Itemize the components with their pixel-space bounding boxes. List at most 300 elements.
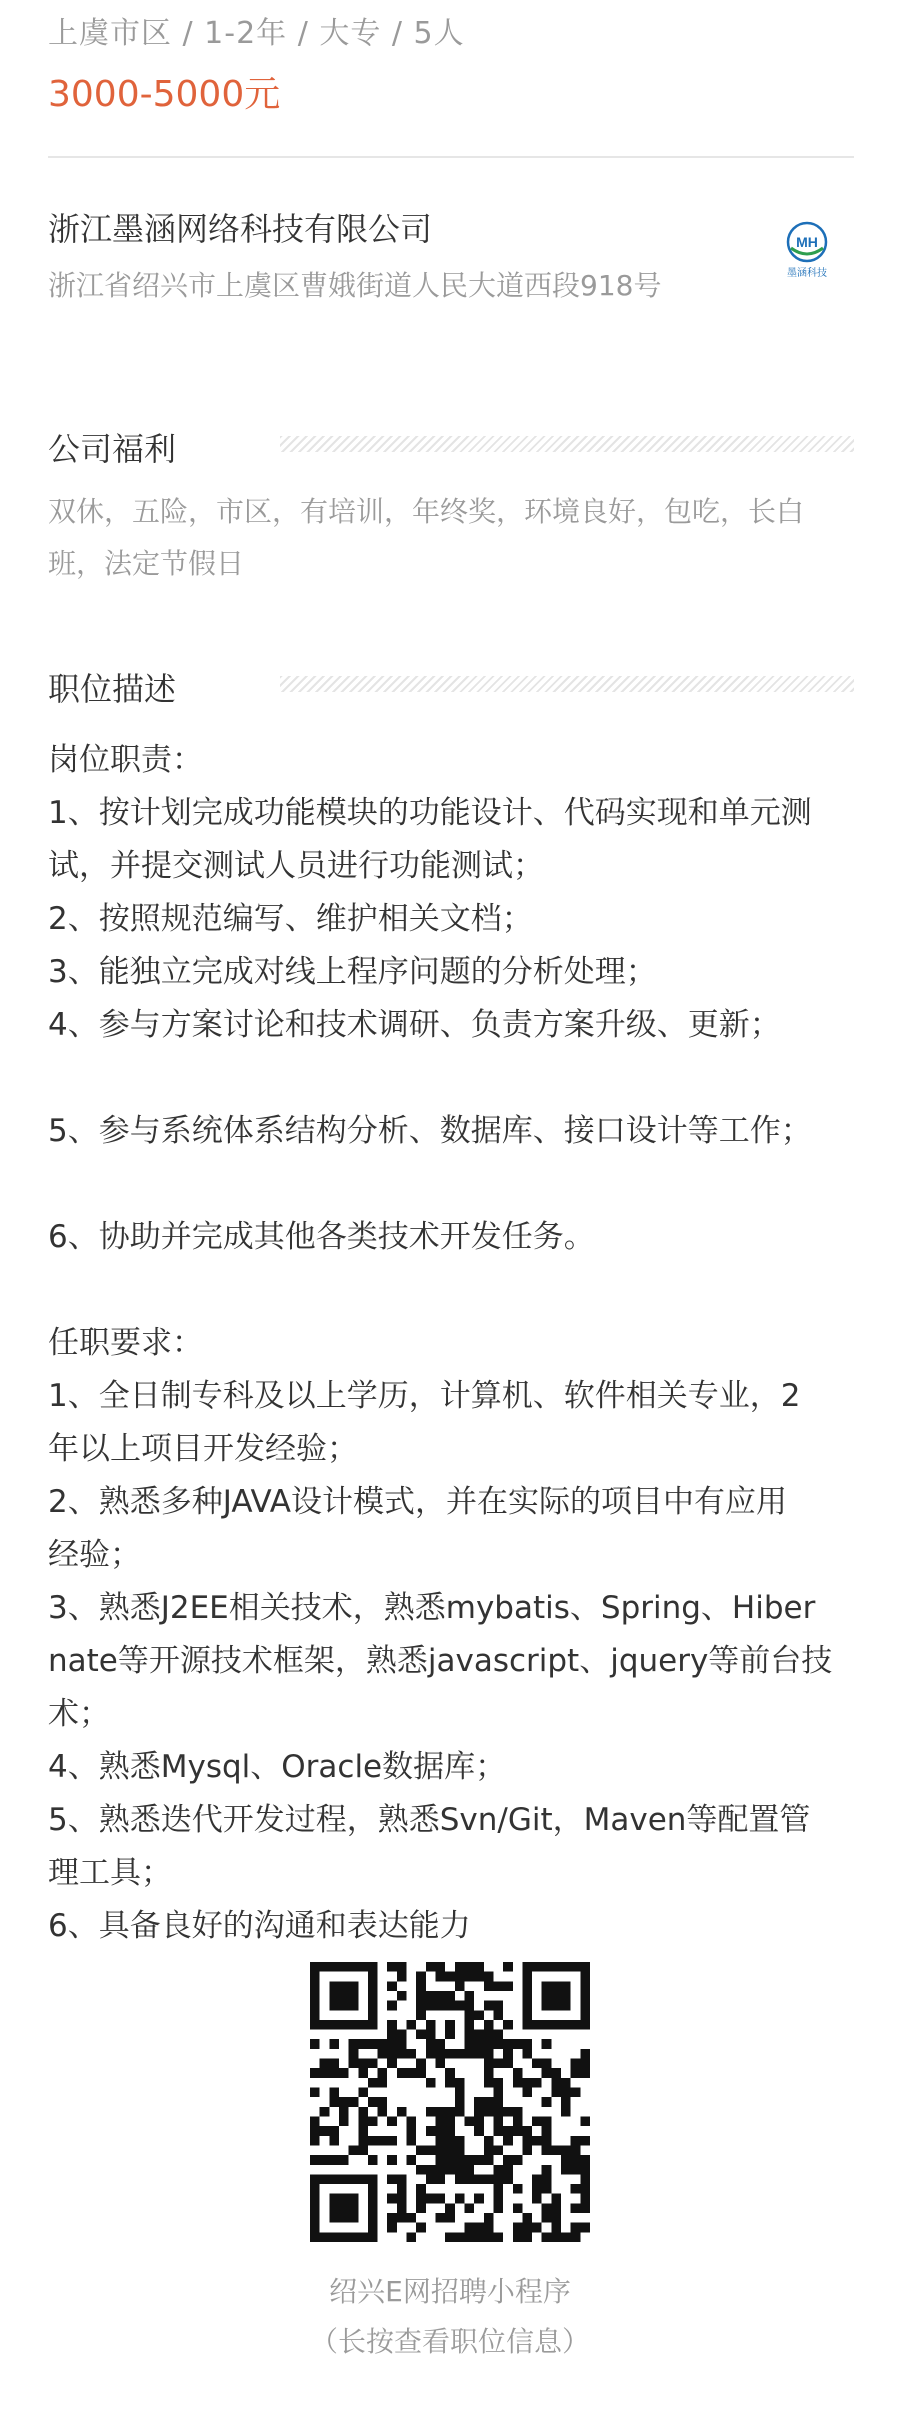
- qr-module: [542, 2068, 552, 2078]
- qr-module: [513, 2107, 523, 2117]
- qr-module: [474, 2010, 484, 2020]
- qr-module: [474, 2107, 484, 2117]
- qr-module: [436, 1962, 446, 1972]
- qr-module: [436, 1991, 446, 2001]
- qr-module: [310, 2126, 320, 2136]
- qr-module: [368, 2001, 378, 2011]
- qr-module: [474, 2030, 484, 2040]
- qr-module: [484, 1981, 494, 1991]
- qr-module: [416, 2203, 426, 2213]
- qr-module: [464, 1991, 474, 2001]
- qr-module: [378, 2039, 388, 2049]
- qr-module: [513, 2068, 523, 2078]
- description-line: 年以上项目开发经验；: [48, 1431, 358, 1467]
- qr-module: [493, 2039, 503, 2049]
- qr-module: [339, 2213, 349, 2223]
- qr-module: [561, 1981, 571, 1991]
- qr-module: [493, 2059, 503, 2069]
- qr-module: [551, 1981, 561, 1991]
- qr-module: [571, 2232, 581, 2242]
- qr-module: [387, 2155, 397, 2165]
- qr-module: [580, 1972, 590, 1982]
- qr-module: [484, 2097, 494, 2107]
- qr-module: [329, 2155, 339, 2165]
- qr-module: [368, 2155, 378, 2165]
- qr-module: [310, 1972, 320, 1982]
- qr-module: [436, 2174, 446, 2184]
- qr-module: [358, 2136, 368, 2146]
- qr-module: [522, 1972, 532, 1982]
- company-logo[interactable]: [782, 220, 832, 280]
- qr-module: [580, 1981, 590, 1991]
- qr-module: [513, 2184, 523, 2194]
- qr-module: [571, 2203, 581, 2213]
- qr-module: [561, 2232, 571, 2242]
- qr-module: [339, 2107, 349, 2117]
- qr-module: [493, 2194, 503, 2204]
- description-line: 3、能独立完成对线上程序问题的分析处理；: [48, 954, 657, 990]
- qr-module: [368, 2010, 378, 2020]
- qr-module: [426, 2001, 436, 2011]
- qr-module: [571, 2165, 581, 2175]
- qr-module: [339, 1991, 349, 2001]
- qr-module: [522, 2049, 532, 2059]
- description-line: 4、参与方案讨论和技术调研、负责方案升级、更新；: [48, 1007, 781, 1043]
- qr-module: [426, 2030, 436, 2040]
- qr-module: [349, 2097, 359, 2107]
- qr-module: [436, 2165, 446, 2175]
- qr-module: [522, 2145, 532, 2155]
- qr-module: [484, 2174, 494, 2184]
- qr-module: [561, 2078, 571, 2088]
- qr-module: [493, 2203, 503, 2213]
- qr-module: [358, 2145, 368, 2155]
- qr-module: [571, 2184, 581, 2194]
- qr-module: [522, 2232, 532, 2242]
- qr-module: [513, 2126, 523, 2136]
- qr-module: [436, 2107, 446, 2117]
- qr-module: [368, 2194, 378, 2204]
- qr-caption: 绍兴E网招聘小程序: [329, 2275, 571, 2308]
- qr-module: [310, 2039, 320, 2049]
- qr-module: [455, 2001, 465, 2011]
- qr-module: [358, 2116, 368, 2126]
- qr-module: [358, 2059, 368, 2069]
- qr-module: [416, 2001, 426, 2011]
- qr-module: [339, 2116, 349, 2126]
- qr-module: [358, 2107, 368, 2117]
- qr-module: [320, 2020, 330, 2030]
- qr-module: [349, 2001, 359, 2011]
- qr-module: [397, 2174, 407, 2184]
- qr-module: [493, 1981, 503, 1991]
- qr-module: [329, 2232, 339, 2242]
- qr-module: [571, 2059, 581, 2069]
- qr-module: [368, 2097, 378, 2107]
- qr-module: [358, 2039, 368, 2049]
- qr-module: [445, 1991, 455, 2001]
- qr-module: [464, 2203, 474, 2213]
- qr-module: [532, 2194, 542, 2204]
- qr-module: [542, 1962, 552, 1972]
- company-name[interactable]: 浙江墨涵网络科技有限公司: [48, 210, 433, 248]
- qr-module: [474, 2116, 484, 2126]
- qr-module: [407, 2020, 417, 2030]
- qr-module: [580, 2068, 590, 2078]
- qr-module: [397, 2068, 407, 2078]
- qr-module: [551, 2145, 561, 2155]
- qr-module: [522, 2001, 532, 2011]
- qr-module: [464, 2001, 474, 2011]
- qr-module: [561, 2165, 571, 2175]
- qr-module: [455, 2174, 465, 2184]
- qr-module: [493, 2097, 503, 2107]
- qr-module: [571, 2088, 581, 2098]
- qr-module: [455, 2078, 465, 2088]
- qr-module: [445, 1972, 455, 1982]
- qr-module: [416, 1972, 426, 1982]
- qr-module: [580, 2020, 590, 2030]
- qr-module: [426, 2020, 436, 2030]
- qr-module: [426, 1962, 436, 1972]
- qr-module: [310, 2155, 320, 2165]
- qr-module: [503, 2039, 513, 2049]
- qr-module: [416, 2165, 426, 2175]
- qr-module: [387, 2020, 397, 2030]
- qr-module: [464, 2174, 474, 2184]
- qr-module: [464, 2020, 474, 2030]
- qr-module: [387, 2030, 397, 2040]
- job-meta: 上虞市区 / 1-2年 / 大专 / 5人: [48, 16, 465, 51]
- description-line: 试，并提交测试人员进行功能测试；: [48, 848, 544, 884]
- qr-module: [464, 2049, 474, 2059]
- description-line: 经验；: [48, 1537, 141, 1573]
- qr-module: [474, 2174, 484, 2184]
- qr-module: [493, 2145, 503, 2155]
- qr-module: [551, 2078, 561, 2088]
- qr-module: [310, 2174, 320, 2184]
- qr-module: [580, 1962, 590, 1972]
- qr-module: [436, 2155, 446, 2165]
- qr-module: [387, 2174, 397, 2184]
- qr-module: [349, 2174, 359, 2184]
- qr-module: [561, 1962, 571, 1972]
- description-line: 4、熟悉Mysql、Oracle数据库；: [48, 1749, 507, 1785]
- qr-module: [503, 2107, 513, 2117]
- qr-module: [387, 2059, 397, 2069]
- qr-module: [397, 1972, 407, 1982]
- qr-module: [310, 2088, 320, 2098]
- qr-module: [542, 2145, 552, 2155]
- qr-module: [455, 2107, 465, 2117]
- qr-module: [445, 2068, 455, 2078]
- qr-module: [532, 2223, 542, 2233]
- qr-module: [571, 2145, 581, 2155]
- qr-module: [542, 2136, 552, 2146]
- qr-module: [532, 1962, 542, 1972]
- qr-module: [368, 2020, 378, 2030]
- qr-module: [368, 2059, 378, 2069]
- qr-module: [378, 2107, 388, 2117]
- qr-module: [464, 2039, 474, 2049]
- qr-module: [416, 1991, 426, 2001]
- qr-module: [493, 2030, 503, 2040]
- qr-module: [542, 2116, 552, 2126]
- qr-module: [522, 2010, 532, 2020]
- qr-module: [484, 2078, 494, 2088]
- salary-range: 3000-5000元: [48, 74, 281, 115]
- qr-module: [426, 2194, 436, 2204]
- qr-module: [542, 2001, 552, 2011]
- qr-module: [378, 2078, 388, 2088]
- qr-module: [484, 2155, 494, 2165]
- qr-module: [522, 1962, 532, 1972]
- qr-module: [436, 2145, 446, 2155]
- qr-module: [310, 2136, 320, 2146]
- qr-module: [551, 2020, 561, 2030]
- qr-module: [339, 2068, 349, 2078]
- qr-module: [474, 2194, 484, 2204]
- description-line: 理工具；: [48, 1855, 172, 1891]
- qr-module: [445, 2126, 455, 2136]
- qr-module: [416, 2145, 426, 2155]
- qr-module: [580, 2001, 590, 2011]
- qr-module: [368, 2213, 378, 2223]
- qr-module: [522, 2020, 532, 2030]
- qr-module: [320, 2059, 330, 2069]
- qr-module: [387, 2213, 397, 2223]
- qr-module: [542, 2213, 552, 2223]
- qr-module: [493, 2174, 503, 2184]
- qr-module: [320, 2068, 330, 2078]
- qr-module: [329, 2213, 339, 2223]
- qr-module: [513, 2223, 523, 2233]
- qr-module: [542, 2232, 552, 2242]
- qr-module: [426, 2107, 436, 2117]
- description-title: 职位描述: [48, 670, 177, 708]
- qr-module: [358, 2020, 368, 2030]
- qr-module: [339, 2001, 349, 2011]
- qr-module: [580, 2059, 590, 2069]
- qr-module: [358, 2088, 368, 2098]
- qr-module: [387, 2039, 397, 2049]
- qr-code[interactable]: [310, 1962, 590, 2242]
- qr-module: [436, 2194, 446, 2204]
- qr-module: [542, 2020, 552, 2030]
- qr-module: [436, 2049, 446, 2059]
- qr-module: [551, 2088, 561, 2098]
- qr-module: [397, 2030, 407, 2040]
- qr-module: [474, 2223, 484, 2233]
- qr-module: [426, 2145, 436, 2155]
- description-line: 术；: [48, 1696, 110, 1732]
- qr-module: [310, 1991, 320, 2001]
- qr-module: [493, 2232, 503, 2242]
- qr-module: [416, 2010, 426, 2020]
- qr-module: [407, 2049, 417, 2059]
- qr-module: [484, 2030, 494, 2040]
- qr-module: [464, 2010, 474, 2020]
- qr-module: [503, 1962, 513, 1972]
- qr-module: [484, 2059, 494, 2069]
- qr-module: [522, 2223, 532, 2233]
- qr-module: [436, 2213, 446, 2223]
- qr-module: [358, 2232, 368, 2242]
- qr-module: [513, 2155, 523, 2165]
- qr-module: [551, 2213, 561, 2223]
- qr-module: [407, 2116, 417, 2126]
- qr-module: [474, 1962, 484, 1972]
- qr-module: [551, 2203, 561, 2213]
- qr-module: [484, 2213, 494, 2223]
- qr-module: [445, 2116, 455, 2126]
- qr-module: [397, 2203, 407, 2213]
- benefits-title: 公司福利: [48, 430, 177, 468]
- qr-module: [493, 2088, 503, 2098]
- qr-module: [464, 2155, 474, 2165]
- qr-module: [387, 2136, 397, 2146]
- qr-module: [580, 2136, 590, 2146]
- qr-module: [310, 2001, 320, 2011]
- qr-module: [310, 2223, 320, 2233]
- qr-module: [416, 2184, 426, 2194]
- qr-module: [464, 1962, 474, 1972]
- qr-module: [484, 2145, 494, 2155]
- qr-module: [310, 2194, 320, 2204]
- description-line: 2、熟悉多种JAVA设计模式，并在实际的项目中有应用: [48, 1484, 787, 1520]
- qr-module: [426, 2039, 436, 2049]
- qr-module: [571, 1962, 581, 1972]
- qr-module: [349, 2039, 359, 2049]
- qr-module: [484, 2232, 494, 2242]
- qr-module: [329, 1991, 339, 2001]
- qr-module: [329, 2039, 339, 2049]
- qr-module: [542, 2184, 552, 2194]
- company-address: 浙江省绍兴市上虞区曹娥街道人民大道西段918号: [48, 269, 662, 302]
- qr-module: [580, 2174, 590, 2184]
- qr-module: [455, 1962, 465, 1972]
- qr-module: [484, 2020, 494, 2030]
- description-line: 5、熟悉迭代开发过程，熟悉Svn/Git，Maven等配置管: [48, 1802, 811, 1838]
- qr-module: [513, 2078, 523, 2088]
- qr-module: [368, 2116, 378, 2126]
- qr-module: [551, 1991, 561, 2001]
- qr-module: [436, 2136, 446, 2146]
- qr-module: [436, 2059, 446, 2069]
- qr-module: [407, 2155, 417, 2165]
- qr-module: [320, 2126, 330, 2136]
- qr-module: [368, 2078, 378, 2088]
- qr-module: [445, 2155, 455, 2165]
- qr-module: [464, 2223, 474, 2233]
- qr-module: [445, 2145, 455, 2155]
- qr-module: [522, 2088, 532, 2098]
- qr-module: [407, 2068, 417, 2078]
- qr-module: [484, 2068, 494, 2078]
- qr-module: [464, 2232, 474, 2242]
- qr-module: [484, 2136, 494, 2146]
- qr-module: [455, 2145, 465, 2155]
- qr-module: [542, 2059, 552, 2069]
- qr-module: [378, 2068, 388, 2078]
- qr-module: [464, 2116, 474, 2126]
- qr-module: [320, 2174, 330, 2184]
- qr-module: [493, 2165, 503, 2175]
- qr-module: [397, 1962, 407, 1972]
- qr-module: [551, 2223, 561, 2233]
- qr-module: [474, 2039, 484, 2049]
- qr-module: [387, 2223, 397, 2233]
- qr-module: [387, 1962, 397, 1972]
- description-line: nate等开源技术框架，熟悉javascript、jquery等前台技: [48, 1643, 833, 1679]
- qr-module: [349, 2145, 359, 2155]
- qr-module: [532, 2020, 542, 2030]
- qr-module: [436, 2039, 446, 2049]
- qr-module: [551, 2194, 561, 2204]
- description-line: 6、协助并完成其他各类技术开发任务。: [48, 1219, 595, 1255]
- qr-module: [339, 2194, 349, 2204]
- qr-module: [310, 2203, 320, 2213]
- qr-module: [474, 2049, 484, 2059]
- qr-module: [368, 2223, 378, 2233]
- qr-module: [561, 1991, 571, 2001]
- qr-module: [329, 1981, 339, 1991]
- qr-module: [426, 1991, 436, 2001]
- qr-module: [455, 1981, 465, 1991]
- qr-module: [571, 2155, 581, 2165]
- qr-module: [474, 2232, 484, 2242]
- qr-module: [571, 2223, 581, 2233]
- qr-module: [493, 2184, 503, 2194]
- qr-module: [310, 2020, 320, 2030]
- qr-module: [426, 2078, 436, 2088]
- qr-module: [580, 2223, 590, 2233]
- qr-module: [349, 1991, 359, 2001]
- qr-module: [397, 2213, 407, 2223]
- qr-module: [349, 2020, 359, 2030]
- qr-module: [580, 2203, 590, 2213]
- qr-module: [464, 2030, 474, 2040]
- qr-module: [329, 2174, 339, 2184]
- qr-module: [561, 2001, 571, 2011]
- qr-module: [571, 2136, 581, 2146]
- qr-module: [416, 2068, 426, 2078]
- qr-module: [310, 1981, 320, 1991]
- qr-module: [339, 2203, 349, 2213]
- qr-module: [329, 2194, 339, 2204]
- qr-module: [532, 2116, 542, 2126]
- qr-module: [484, 2107, 494, 2117]
- qr-module: [368, 2184, 378, 2194]
- qr-module: [513, 2039, 523, 2049]
- qr-module: [387, 2194, 397, 2204]
- qr-module: [580, 2116, 590, 2126]
- qr-module: [368, 1981, 378, 1991]
- qr-module: [349, 2213, 359, 2223]
- qr-module: [339, 2174, 349, 2184]
- qr-module: [561, 2107, 571, 2117]
- qr-module: [358, 1962, 368, 1972]
- qr-module: [397, 1991, 407, 2001]
- qr-module: [445, 2232, 455, 2242]
- qr-module: [455, 1972, 465, 1982]
- qr-module: [445, 2165, 455, 2175]
- qr-module: [551, 2068, 561, 2078]
- qr-module: [522, 1991, 532, 2001]
- qr-module: [416, 2223, 426, 2233]
- qr-module: [532, 2174, 542, 2184]
- qr-module: [484, 2223, 494, 2233]
